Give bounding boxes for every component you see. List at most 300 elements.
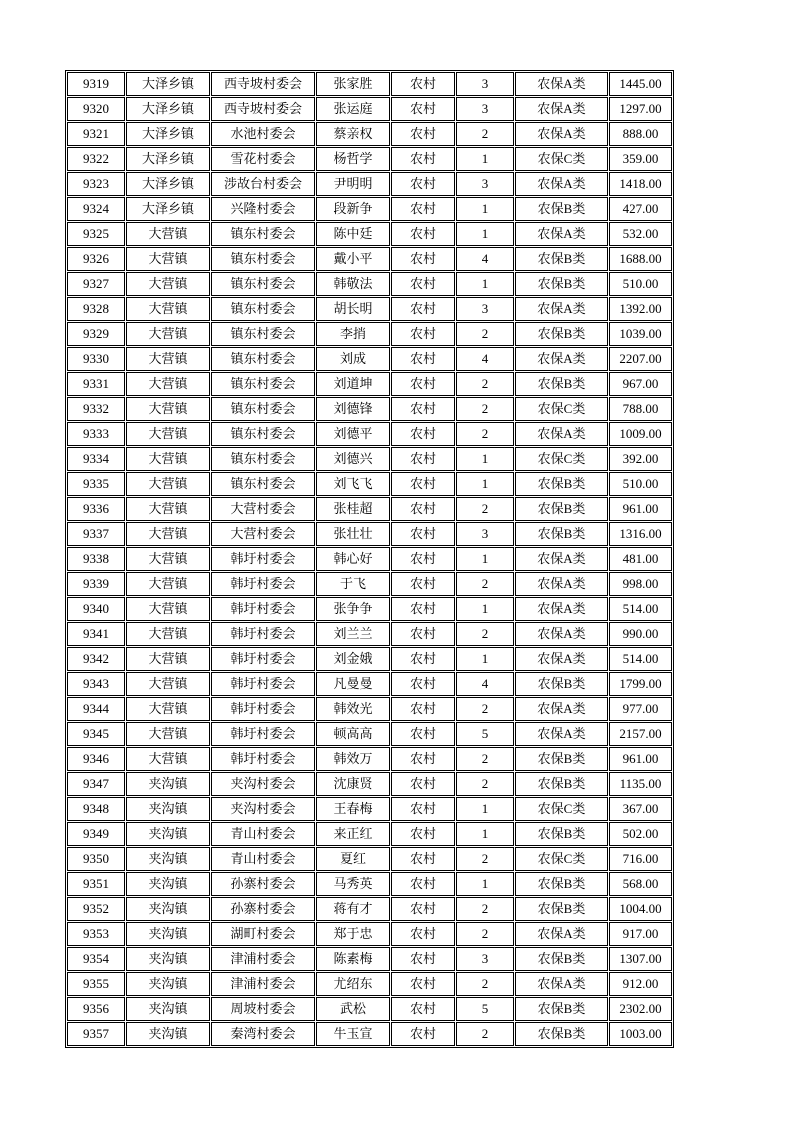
table-cell: 韩效万 xyxy=(316,747,390,771)
table-cell: 9328 xyxy=(67,297,125,321)
table-cell: 津浦村委会 xyxy=(211,972,315,996)
table-cell: 农保B类 xyxy=(515,472,608,496)
table-cell: 凡曼曼 xyxy=(316,672,390,696)
table-cell: 3 xyxy=(456,297,514,321)
table-cell: 427.00 xyxy=(609,197,672,221)
table-cell: 9337 xyxy=(67,522,125,546)
table-cell: 农村 xyxy=(391,522,455,546)
table-cell: 农村 xyxy=(391,597,455,621)
table-cell: 农村 xyxy=(391,997,455,1021)
table-cell: 青山村委会 xyxy=(211,822,315,846)
table-cell: 农村 xyxy=(391,672,455,696)
table-cell: 张桂超 xyxy=(316,497,390,521)
table-cell: 2 xyxy=(456,922,514,946)
table-cell: 周坡村委会 xyxy=(211,997,315,1021)
table-cell: 马秀英 xyxy=(316,872,390,896)
table-cell: 农村 xyxy=(391,697,455,721)
table-row xyxy=(67,772,672,796)
table-cell: 夹沟镇 xyxy=(126,897,210,921)
table-cell: 刘道坤 xyxy=(316,372,390,396)
table-cell: 2 xyxy=(456,422,514,446)
table-cell: 大营镇 xyxy=(126,497,210,521)
table-cell: 韩圩村委会 xyxy=(211,647,315,671)
table-cell: 农保B类 xyxy=(515,747,608,771)
table-cell: 4 xyxy=(456,347,514,371)
table-cell: 农村 xyxy=(391,72,455,96)
table-cell: 张争争 xyxy=(316,597,390,621)
table-cell: 陈中廷 xyxy=(316,222,390,246)
table-row xyxy=(67,497,672,521)
table-cell: 大营村委会 xyxy=(211,497,315,521)
table-cell: 农保C类 xyxy=(515,397,608,421)
table-cell: 夹沟镇 xyxy=(126,822,210,846)
table-cell: 镇东村委会 xyxy=(211,372,315,396)
table-cell: 4 xyxy=(456,247,514,271)
table-cell: 9357 xyxy=(67,1022,125,1046)
table-cell: 990.00 xyxy=(609,622,672,646)
table-cell: 农保A类 xyxy=(515,172,608,196)
table-cell: 788.00 xyxy=(609,397,672,421)
table-cell: 镇东村委会 xyxy=(211,397,315,421)
table-cell: 1297.00 xyxy=(609,97,672,121)
table-row xyxy=(67,122,672,146)
table-cell: 9346 xyxy=(67,747,125,771)
table-cell: 9325 xyxy=(67,222,125,246)
table-cell: 大营村委会 xyxy=(211,522,315,546)
table-row xyxy=(67,247,672,271)
table-cell: 大营镇 xyxy=(126,547,210,571)
table-cell: 9335 xyxy=(67,472,125,496)
table-row xyxy=(67,672,672,696)
table-cell: 9344 xyxy=(67,697,125,721)
table-cell: 9348 xyxy=(67,797,125,821)
table-cell: 镇东村委会 xyxy=(211,297,315,321)
table-cell: 蔡亲权 xyxy=(316,122,390,146)
table-cell: 716.00 xyxy=(609,847,672,871)
table-cell: 481.00 xyxy=(609,547,672,571)
table-row xyxy=(67,797,672,821)
table-cell: 2 xyxy=(456,847,514,871)
table-row xyxy=(67,72,672,96)
table-cell: 农村 xyxy=(391,872,455,896)
table-cell: 农保A类 xyxy=(515,972,608,996)
table-cell: 农保A类 xyxy=(515,572,608,596)
table-row xyxy=(67,347,672,371)
table-cell: 雪花村委会 xyxy=(211,147,315,171)
table-cell: 农村 xyxy=(391,172,455,196)
table-row xyxy=(67,722,672,746)
table-cell: 大营镇 xyxy=(126,522,210,546)
table-cell: 农村 xyxy=(391,322,455,346)
table-cell: 农保A类 xyxy=(515,97,608,121)
table-cell: 韩圩村委会 xyxy=(211,572,315,596)
table-cell: 韩圩村委会 xyxy=(211,697,315,721)
table-cell: 1039.00 xyxy=(609,322,672,346)
table-cell: 大营镇 xyxy=(126,647,210,671)
table-cell: 西寺坡村委会 xyxy=(211,72,315,96)
table-cell: 917.00 xyxy=(609,922,672,946)
table-cell: 农保B类 xyxy=(515,897,608,921)
table-cell: 胡长明 xyxy=(316,297,390,321)
table-cell: 蒋有才 xyxy=(316,897,390,921)
table-cell: 夹沟镇 xyxy=(126,872,210,896)
table-cell: 农村 xyxy=(391,472,455,496)
table-cell: 大营镇 xyxy=(126,572,210,596)
table-cell: 韩圩村委会 xyxy=(211,622,315,646)
table-cell: 5 xyxy=(456,722,514,746)
table-cell: 3 xyxy=(456,947,514,971)
table-cell: 2207.00 xyxy=(609,347,672,371)
table-cell: 大泽乡镇 xyxy=(126,197,210,221)
table-cell: 镇东村委会 xyxy=(211,272,315,296)
table-cell: 1 xyxy=(456,197,514,221)
table-body xyxy=(67,72,672,1046)
table-cell: 农保B类 xyxy=(515,197,608,221)
table-cell: 夏红 xyxy=(316,847,390,871)
table-cell: 王春梅 xyxy=(316,797,390,821)
table-cell: 农村 xyxy=(391,972,455,996)
table-cell: 镇东村委会 xyxy=(211,222,315,246)
table-cell: 农村 xyxy=(391,772,455,796)
table-cell: 大营镇 xyxy=(126,597,210,621)
table-cell: 568.00 xyxy=(609,872,672,896)
table-cell: 9356 xyxy=(67,997,125,1021)
table-cell: 2 xyxy=(456,122,514,146)
table-cell: 9338 xyxy=(67,547,125,571)
table-cell: 大营镇 xyxy=(126,272,210,296)
table-cell: 9334 xyxy=(67,447,125,471)
table-cell: 大营镇 xyxy=(126,222,210,246)
table-cell: 9352 xyxy=(67,897,125,921)
table-cell: 大泽乡镇 xyxy=(126,147,210,171)
table-cell: 1003.00 xyxy=(609,1022,672,1046)
table-row xyxy=(67,272,672,296)
table-cell: 1 xyxy=(456,822,514,846)
table-cell: 967.00 xyxy=(609,372,672,396)
table-cell: 大营镇 xyxy=(126,622,210,646)
table-cell: 3 xyxy=(456,97,514,121)
table-cell: 大泽乡镇 xyxy=(126,122,210,146)
table-cell: 大营镇 xyxy=(126,322,210,346)
table-cell: 9321 xyxy=(67,122,125,146)
table-cell: 大营镇 xyxy=(126,747,210,771)
table-cell: 农村 xyxy=(391,397,455,421)
table-cell: 农村 xyxy=(391,847,455,871)
table-row xyxy=(67,1022,672,1046)
table-cell: 502.00 xyxy=(609,822,672,846)
table-row xyxy=(67,972,672,996)
table-row xyxy=(67,222,672,246)
table-cell: 大营镇 xyxy=(126,472,210,496)
table-row xyxy=(67,822,672,846)
table-cell: 尹明明 xyxy=(316,172,390,196)
table-row xyxy=(67,522,672,546)
table-cell: 夹沟镇 xyxy=(126,922,210,946)
table-row xyxy=(67,947,672,971)
table-cell: 9324 xyxy=(67,197,125,221)
table-cell: 戴小平 xyxy=(316,247,390,271)
table-cell: 农村 xyxy=(391,122,455,146)
table-cell: 2 xyxy=(456,397,514,421)
table-row xyxy=(67,547,672,571)
table-row xyxy=(67,872,672,896)
table-cell: 1004.00 xyxy=(609,897,672,921)
table-cell: 998.00 xyxy=(609,572,672,596)
table-row xyxy=(67,572,672,596)
table-cell: 农村 xyxy=(391,347,455,371)
table-cell: 392.00 xyxy=(609,447,672,471)
table-row xyxy=(67,97,672,121)
table-cell: 尤绍东 xyxy=(316,972,390,996)
table-cell: 夹沟镇 xyxy=(126,772,210,796)
table-cell: 2 xyxy=(456,972,514,996)
table-cell: 青山村委会 xyxy=(211,847,315,871)
table-cell: 夹沟村委会 xyxy=(211,772,315,796)
table-cell: 刘金娥 xyxy=(316,647,390,671)
table-cell: 农保A类 xyxy=(515,422,608,446)
table-cell: 张壮壮 xyxy=(316,522,390,546)
table-cell: 韩圩村委会 xyxy=(211,722,315,746)
table-cell: 镇东村委会 xyxy=(211,322,315,346)
table-cell: 9323 xyxy=(67,172,125,196)
table-cell: 农村 xyxy=(391,572,455,596)
table-cell: 农村 xyxy=(391,922,455,946)
table-cell: 农村 xyxy=(391,372,455,396)
table-cell: 大泽乡镇 xyxy=(126,97,210,121)
table-cell: 1688.00 xyxy=(609,247,672,271)
table-row xyxy=(67,697,672,721)
table-cell: 9350 xyxy=(67,847,125,871)
table-row xyxy=(67,147,672,171)
table-cell: 9339 xyxy=(67,572,125,596)
table-cell: 2302.00 xyxy=(609,997,672,1021)
table-cell: 韩圩村委会 xyxy=(211,597,315,621)
table-cell: 1 xyxy=(456,547,514,571)
table-cell: 农村 xyxy=(391,822,455,846)
table-row xyxy=(67,397,672,421)
table-cell: 农村 xyxy=(391,297,455,321)
table-cell: 农保C类 xyxy=(515,847,608,871)
table-cell: 961.00 xyxy=(609,497,672,521)
table-cell: 农村 xyxy=(391,547,455,571)
table-cell: 韩圩村委会 xyxy=(211,672,315,696)
table-cell: 农保B类 xyxy=(515,372,608,396)
table-cell: 大营镇 xyxy=(126,672,210,696)
table-cell: 杨哲学 xyxy=(316,147,390,171)
table-cell: 韩效光 xyxy=(316,697,390,721)
table-cell: 1009.00 xyxy=(609,422,672,446)
table-cell: 2 xyxy=(456,697,514,721)
table-cell: 9355 xyxy=(67,972,125,996)
table-cell: 韩敬法 xyxy=(316,272,390,296)
table-row xyxy=(67,747,672,771)
table-cell: 912.00 xyxy=(609,972,672,996)
table-cell: 农保A类 xyxy=(515,222,608,246)
table-cell: 农保A类 xyxy=(515,722,608,746)
table-cell: 2157.00 xyxy=(609,722,672,746)
table-cell: 9351 xyxy=(67,872,125,896)
table-cell: 农村 xyxy=(391,97,455,121)
table-cell: 水池村委会 xyxy=(211,122,315,146)
table-cell: 夹沟镇 xyxy=(126,1022,210,1046)
table-cell: 顿高高 xyxy=(316,722,390,746)
table-cell: 涉故台村委会 xyxy=(211,172,315,196)
table-cell: 农村 xyxy=(391,497,455,521)
table-row xyxy=(67,372,672,396)
table-cell: 武松 xyxy=(316,997,390,1021)
table-cell: 西寺坡村委会 xyxy=(211,97,315,121)
table-cell: 9320 xyxy=(67,97,125,121)
table-cell: 1 xyxy=(456,872,514,896)
table-cell: 农村 xyxy=(391,422,455,446)
table-cell: 9354 xyxy=(67,947,125,971)
table-cell: 刘德兴 xyxy=(316,447,390,471)
table-cell: 农保A类 xyxy=(515,647,608,671)
table-cell: 9319 xyxy=(67,72,125,96)
table-cell: 农保C类 xyxy=(515,797,608,821)
table-row xyxy=(67,847,672,871)
table-cell: 湖町村委会 xyxy=(211,922,315,946)
table-cell: 夹沟镇 xyxy=(126,847,210,871)
table-cell: 兴隆村委会 xyxy=(211,197,315,221)
table-cell: 农保B类 xyxy=(515,822,608,846)
table-cell: 9333 xyxy=(67,422,125,446)
table-cell: 1445.00 xyxy=(609,72,672,96)
table-cell: 农保A类 xyxy=(515,347,608,371)
table-cell: 9330 xyxy=(67,347,125,371)
table-cell: 农保A类 xyxy=(515,297,608,321)
table-cell: 1418.00 xyxy=(609,172,672,196)
table-cell: 9341 xyxy=(67,622,125,646)
table-cell: 农村 xyxy=(391,197,455,221)
table-row xyxy=(67,197,672,221)
table-cell: 农保B类 xyxy=(515,772,608,796)
roster-table xyxy=(65,70,674,1048)
table-cell: 大营镇 xyxy=(126,397,210,421)
table-cell: 农保B类 xyxy=(515,497,608,521)
table-cell: 9336 xyxy=(67,497,125,521)
table-cell: 2 xyxy=(456,772,514,796)
table-cell: 1 xyxy=(456,472,514,496)
table-cell: 韩圩村委会 xyxy=(211,547,315,571)
table-cell: 1 xyxy=(456,647,514,671)
table-cell: 农保B类 xyxy=(515,947,608,971)
table-row xyxy=(67,922,672,946)
table-cell: 农村 xyxy=(391,797,455,821)
table-cell: 农保A类 xyxy=(515,547,608,571)
table-cell: 农保B类 xyxy=(515,522,608,546)
table-cell: 大泽乡镇 xyxy=(126,72,210,96)
table-cell: 510.00 xyxy=(609,472,672,496)
table-cell: 1 xyxy=(456,147,514,171)
table-cell: 夹沟镇 xyxy=(126,997,210,1021)
table-cell: 刘德锋 xyxy=(316,397,390,421)
table-cell: 2 xyxy=(456,322,514,346)
table-cell: 4 xyxy=(456,672,514,696)
table-cell: 农保A类 xyxy=(515,697,608,721)
table-row xyxy=(67,322,672,346)
table-cell: 1392.00 xyxy=(609,297,672,321)
table-cell: 津浦村委会 xyxy=(211,947,315,971)
table-cell: 2 xyxy=(456,622,514,646)
table-cell: 刘兰兰 xyxy=(316,622,390,646)
table-row xyxy=(67,897,672,921)
table-cell: 夹沟镇 xyxy=(126,797,210,821)
table-cell: 1 xyxy=(456,597,514,621)
table-row xyxy=(67,172,672,196)
table-cell: 农保B类 xyxy=(515,672,608,696)
table-cell: 888.00 xyxy=(609,122,672,146)
table-cell: 农村 xyxy=(391,647,455,671)
table-cell: 农保A类 xyxy=(515,122,608,146)
table-cell: 农保A类 xyxy=(515,622,608,646)
table-cell: 367.00 xyxy=(609,797,672,821)
table-cell: 5 xyxy=(456,997,514,1021)
table-cell: 农村 xyxy=(391,622,455,646)
table-cell: 大营镇 xyxy=(126,447,210,471)
table-cell: 9349 xyxy=(67,822,125,846)
table-cell: 秦湾村委会 xyxy=(211,1022,315,1046)
table-cell: 镇东村委会 xyxy=(211,472,315,496)
table-cell: 农保B类 xyxy=(515,322,608,346)
table-cell: 农保B类 xyxy=(515,1022,608,1046)
table-cell: 农村 xyxy=(391,1022,455,1046)
table-cell: 夹沟镇 xyxy=(126,947,210,971)
table-cell: 532.00 xyxy=(609,222,672,246)
table-cell: 9340 xyxy=(67,597,125,621)
table-cell: 9332 xyxy=(67,397,125,421)
table-cell: 农保B类 xyxy=(515,997,608,1021)
table-cell: 大营镇 xyxy=(126,422,210,446)
table-row xyxy=(67,997,672,1021)
table-cell: 1 xyxy=(456,447,514,471)
table-cell: 农保C类 xyxy=(515,447,608,471)
table-cell: 9342 xyxy=(67,647,125,671)
table-cell: 郑于忠 xyxy=(316,922,390,946)
table-row xyxy=(67,297,672,321)
table-cell: 9329 xyxy=(67,322,125,346)
table-cell: 孙寨村委会 xyxy=(211,897,315,921)
table-cell: 大营镇 xyxy=(126,697,210,721)
table-cell: 3 xyxy=(456,172,514,196)
table-cell: 农村 xyxy=(391,247,455,271)
table-cell: 9327 xyxy=(67,272,125,296)
table-cell: 张运庭 xyxy=(316,97,390,121)
table-cell: 牛玉宣 xyxy=(316,1022,390,1046)
table-cell: 农保A类 xyxy=(515,922,608,946)
table-cell: 农保B类 xyxy=(515,272,608,296)
table-cell: 镇东村委会 xyxy=(211,247,315,271)
table-cell: 段新争 xyxy=(316,197,390,221)
table-cell: 刘成 xyxy=(316,347,390,371)
table-cell: 2 xyxy=(456,897,514,921)
table-cell: 韩心好 xyxy=(316,547,390,571)
table-cell: 农保B类 xyxy=(515,247,608,271)
table-cell: 大营镇 xyxy=(126,297,210,321)
table-cell: 大营镇 xyxy=(126,722,210,746)
table-row xyxy=(67,447,672,471)
table-cell: 农村 xyxy=(391,947,455,971)
table-cell: 大营镇 xyxy=(126,347,210,371)
table-cell: 镇东村委会 xyxy=(211,447,315,471)
table-cell: 1135.00 xyxy=(609,772,672,796)
table-cell: 农保A类 xyxy=(515,597,608,621)
table-cell: 大泽乡镇 xyxy=(126,172,210,196)
table-cell: 韩圩村委会 xyxy=(211,747,315,771)
table-cell: 9347 xyxy=(67,772,125,796)
table-cell: 农村 xyxy=(391,222,455,246)
table-cell: 农保C类 xyxy=(515,147,608,171)
